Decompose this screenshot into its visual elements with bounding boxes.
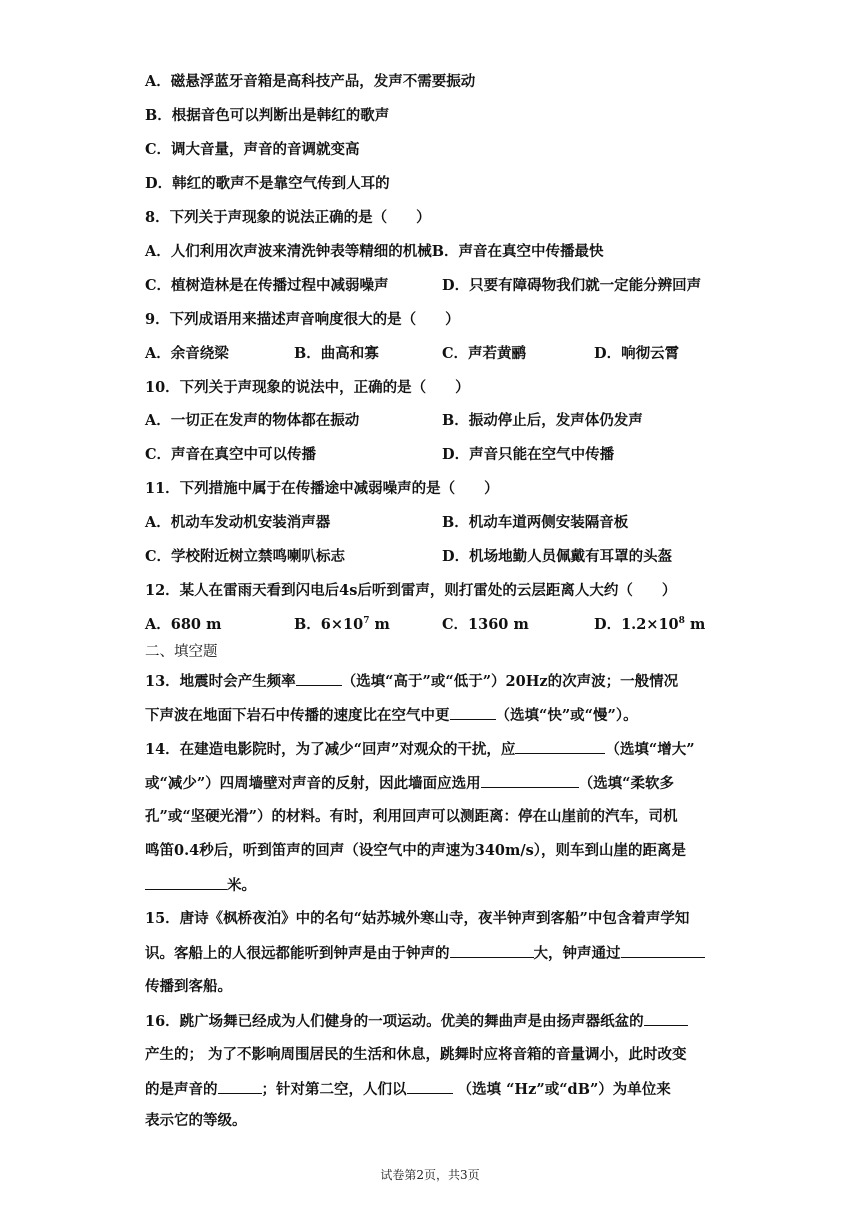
q7-option-b: B．根据音色可以判断出是韩红的歌声 — [145, 107, 390, 124]
q14-blank-1[interactable] — [515, 739, 605, 754]
q7-option-d: D．韩红的歌声不是靠空气传到人耳的 — [145, 175, 390, 192]
q8-stem: 8．下列关于声现象的说法正确的是（ ） — [145, 209, 431, 226]
q11-stem: 11．下列措施中属于在传播途中减弱噪声的是（ ） — [145, 480, 499, 497]
page-footer: 试卷第2页，共3页 — [380, 1168, 480, 1182]
q15-line2: 识。客船上的人很远都能听到钟声是由于钟声的 大，钟声通过 — [145, 943, 705, 964]
q16-blank-1[interactable] — [644, 1011, 688, 1026]
q7-option-a: A．磁悬浮蓝牙音箱是高科技产品，发声不需要振动 — [145, 73, 476, 90]
q16-line2: 产生的； 为了不影响周围居民的生活和休息，跳舞时应将音箱的音量调小，此时改变 — [145, 1046, 687, 1063]
q10-option-c: C．声音在真空中可以传播 — [145, 446, 317, 463]
q8-option-a: A．人们利用次声波来清洗钟表等精细的机械 — [145, 243, 432, 260]
q11-option-d: D．机场地勤人员佩戴有耳罩的头盔 — [442, 548, 673, 565]
q8-option-b: B．声音在真空中传播最快 — [431, 243, 604, 260]
q11-option-c: C．学校附近树立禁鸣喇叭标志 — [145, 548, 346, 565]
q10-stem: 10．下列关于声现象的说法中，正确的是（ ） — [145, 379, 470, 396]
q9-stem: 9．下列成语用来描述声音响度很大的是（ ） — [145, 311, 460, 328]
q9-option-b: B．曲高和寡 — [294, 345, 379, 362]
q14-blank-2[interactable] — [481, 773, 579, 788]
q16-line3: 的是声音的 ；针对第二空，人们以 （选填 “Hz”或“dB”）为单位来 — [145, 1081, 671, 1098]
q15-line3: 传播到客船。 — [145, 978, 232, 995]
q10-option-b: B．振动停止后，发声体仍发声 — [442, 412, 643, 429]
q13-blank-1[interactable] — [296, 671, 342, 686]
q15-blank-1[interactable] — [450, 943, 534, 958]
q15-blank-2[interactable] — [621, 943, 705, 958]
q14-line1: 14．在建造电影院时，为了减少“回声”对观众的干扰，应 （选填“增大” — [145, 741, 695, 758]
q8-option-c: C．植树造林是在传播过程中减弱噪声 — [145, 277, 389, 294]
q12-option-a: A．680 m — [145, 616, 222, 633]
q7-option-c: C．调大音量，声音的音调就变高 — [145, 141, 360, 158]
q13-blank-2[interactable] — [450, 705, 496, 720]
q12-option-d: D．$1.2\times 10^8$ m — [594, 616, 706, 633]
q13-line1: 13．地震时会产生频率 （选填“高于”或“低于”）20Hz的次声波；一般情况 — [145, 673, 679, 690]
q10-option-a: A．一切正在发声的物体都在振动 — [145, 412, 360, 429]
q11-option-b: B．机动车道两侧安装隔音板 — [442, 514, 629, 531]
section-heading-fill-in: 二、填空题 — [145, 644, 218, 660]
q12-option-c: C．1360 m — [442, 616, 529, 633]
q13-line2: 下声波在地面下岩石中传播的速度比在空气中更 （选填“快”或“慢”）。 — [145, 707, 638, 724]
q15-line1: 15．唐诗《枫桥夜泊》中的名句“姑苏城外寒山寺，夜半钟声到客船”中包含着声学知 — [145, 910, 690, 927]
q14-line3: 孔”或“坚硬光滑”）的材料。有时，利用回声可以测距离：停在山崖前的汽车，司机 — [145, 808, 678, 825]
q12-stem: 12．某人在雷雨天看到闪电后4s后听到雷声，则打雷处的云层距离人大约（ ） — [145, 582, 677, 599]
q9-option-d: D．响彻云霄 — [594, 345, 680, 362]
q16-blank-3[interactable] — [407, 1079, 453, 1094]
q10-option-d: D．声音只能在空气中传播 — [442, 446, 615, 463]
q16-blank-2[interactable] — [218, 1079, 262, 1094]
q16-line1: 16．跳广场舞已经成为人们健身的一项运动。优美的舞曲声是由扬声器纸盆的 — [145, 1011, 688, 1032]
q14-line5: 米。 — [145, 875, 256, 896]
q16-line4: 表示它的等级。 — [145, 1112, 247, 1129]
q8-option-d: D．只要有障碍物我们就一定能分辨回声 — [442, 277, 702, 294]
q8-row1 — [145, 242, 604, 262]
q9-option-a: A．余音绕梁 — [145, 345, 229, 362]
q14-line2: 或“减少”）四周墙壁对声音的反射，因此墙面应选用 （选填“柔软多 — [145, 775, 675, 792]
q9-option-c: C．声若黄鹂 — [442, 345, 527, 362]
q12-option-b: B．$6\times 10^7$ m — [294, 616, 390, 633]
q14-line4: 鸣笛0.4秒后，听到笛声的回声（设空气中的声速为340m/s），则车到山崖的距离是 — [145, 842, 687, 859]
q14-blank-3[interactable] — [145, 875, 227, 890]
q11-option-a: A．机动车发动机安装消声器 — [145, 514, 331, 531]
